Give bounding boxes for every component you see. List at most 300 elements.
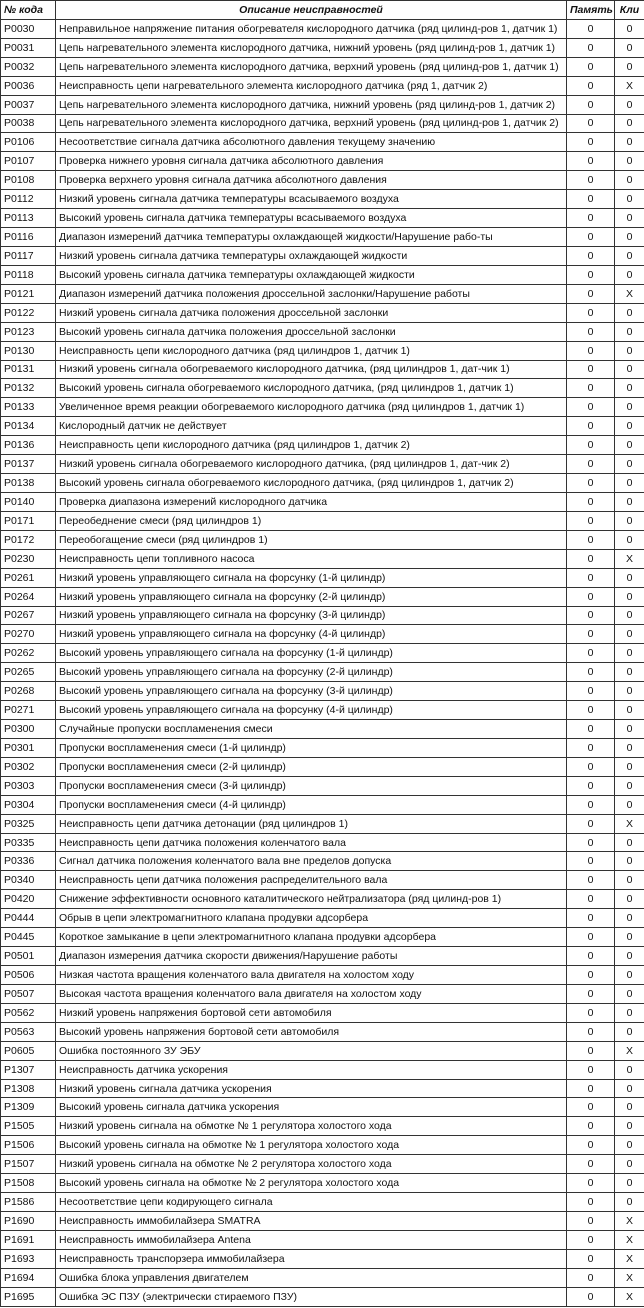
fault-code-cell: P0270	[1, 625, 56, 644]
table-row	[1, 530, 644, 549]
fault-code-cell: P0302	[1, 757, 56, 776]
table-row	[1, 1136, 644, 1155]
kl-cell: X	[615, 1268, 644, 1287]
header-kl: Кли	[615, 1, 644, 20]
memory-cell: 0	[567, 133, 615, 152]
memory-cell: 0	[567, 1117, 615, 1136]
description-cell: Высокий уровень сигнала на обмотке № 1 регулятора холостого хода	[56, 1136, 567, 1155]
description-cell: Неправильное напряжение питания обогревателя кислородного датчика (ряд цилинд-ров 1, датчик 1)	[56, 19, 567, 38]
description-cell: Неисправность цепи кислородного датчика (ряд цилиндров 1, датчик 1)	[56, 341, 567, 360]
fault-code-cell: P0335	[1, 833, 56, 852]
fault-code-cell: P0507	[1, 984, 56, 1003]
kl-cell: 0	[615, 379, 644, 398]
memory-cell: 0	[567, 890, 615, 909]
description-cell: Высокий уровень управляющего сигнала на форсунку (1-й цилиндр)	[56, 644, 567, 663]
memory-cell: 0	[567, 265, 615, 284]
memory-cell: 0	[567, 568, 615, 587]
table-row	[1, 1117, 644, 1136]
table-row	[1, 114, 644, 133]
memory-cell: 0	[567, 1174, 615, 1193]
fault-code-cell: P1307	[1, 1060, 56, 1079]
table-row	[1, 871, 644, 890]
kl-cell: X	[615, 1249, 644, 1268]
kl-cell: 0	[615, 474, 644, 493]
fault-code-cell: P0138	[1, 474, 56, 493]
kl-cell: 0	[615, 417, 644, 436]
kl-cell: 0	[615, 246, 644, 265]
memory-cell: 0	[567, 1287, 615, 1306]
description-cell: Высокий уровень управляющего сигнала на форсунку (2-й цилиндр)	[56, 663, 567, 682]
memory-cell: 0	[567, 530, 615, 549]
description-cell: Короткое замыкание в цепи электромагнитного клапана продувки адсорбера	[56, 928, 567, 947]
description-cell: Высокий уровень управляющего сигнала на форсунку (4-й цилиндр)	[56, 701, 567, 720]
fault-code-cell: P0301	[1, 738, 56, 757]
fault-code-cell: P1309	[1, 1098, 56, 1117]
kl-cell: 0	[615, 511, 644, 530]
description-cell: Пропуски воспламенения смеси (4-й цилиндр)	[56, 795, 567, 814]
fault-code-cell: P0171	[1, 511, 56, 530]
fault-code-cell: P0108	[1, 171, 56, 190]
kl-cell: 0	[615, 757, 644, 776]
kl-cell: 0	[615, 701, 644, 720]
description-cell: Низкий уровень напряжения бортовой сети автомобиля	[56, 1003, 567, 1022]
memory-cell: 0	[567, 606, 615, 625]
table-row	[1, 947, 644, 966]
table-row	[1, 1193, 644, 1212]
table-row	[1, 625, 644, 644]
fault-code-cell: P0268	[1, 682, 56, 701]
memory-cell: 0	[567, 663, 615, 682]
memory-cell: 0	[567, 852, 615, 871]
fault-code-cell: P0134	[1, 417, 56, 436]
description-cell: Неисправность цепи датчика положения коленчатого вала	[56, 833, 567, 852]
memory-cell: 0	[567, 341, 615, 360]
header-code: № кода	[1, 1, 56, 20]
fault-code-cell: P0336	[1, 852, 56, 871]
memory-cell: 0	[567, 795, 615, 814]
fault-code-cell: P0271	[1, 701, 56, 720]
description-cell: Низкий уровень управляющего сигнала на форсунку (1-й цилиндр)	[56, 568, 567, 587]
description-cell: Кислородный датчик не действует	[56, 417, 567, 436]
description-cell: Увеличенное время реакции обогреваемого кислородного датчика (ряд цилиндров 1, датчик 1)	[56, 398, 567, 417]
kl-cell: 0	[615, 57, 644, 76]
fault-code-cell: P0262	[1, 644, 56, 663]
description-cell: Неисправность иммобилайзера Antena	[56, 1230, 567, 1249]
table-row	[1, 38, 644, 57]
table-row	[1, 1230, 644, 1249]
kl-cell: 0	[615, 303, 644, 322]
fault-code-cell: P0264	[1, 587, 56, 606]
table-row	[1, 606, 644, 625]
table-row	[1, 1098, 644, 1117]
table-row	[1, 436, 644, 455]
kl-cell: 0	[615, 984, 644, 1003]
description-cell: Высокий уровень управляющего сигнала на форсунку (3-й цилиндр)	[56, 682, 567, 701]
description-cell: Неисправность цепи кислородного датчика (ряд цилиндров 1, датчик 2)	[56, 436, 567, 455]
memory-cell: 0	[567, 757, 615, 776]
description-cell: Неисправность цепи датчика положения распределительного вала	[56, 871, 567, 890]
kl-cell: 0	[615, 928, 644, 947]
fault-code-cell: P1691	[1, 1230, 56, 1249]
fault-code-cell: P0113	[1, 209, 56, 228]
table-row	[1, 303, 644, 322]
description-cell: Проверка диапазона измерений кислородного датчика	[56, 492, 567, 511]
fault-code-cell: P0563	[1, 1022, 56, 1041]
memory-cell: 0	[567, 379, 615, 398]
fault-code-cell: P1693	[1, 1249, 56, 1268]
table-row	[1, 1155, 644, 1174]
kl-cell: 0	[615, 322, 644, 341]
fault-code-cell: P0303	[1, 776, 56, 795]
memory-cell: 0	[567, 909, 615, 928]
memory-cell: 0	[567, 833, 615, 852]
memory-cell: 0	[567, 1155, 615, 1174]
description-cell: Снижение эффективности основного каталитического нейтрализатора (ряд цилинд-ров 1)	[56, 890, 567, 909]
memory-cell: 0	[567, 360, 615, 379]
table-row	[1, 265, 644, 284]
memory-cell: 0	[567, 303, 615, 322]
description-cell: Высокий уровень сигнала датчика положения дроссельной заслонки	[56, 322, 567, 341]
table-row	[1, 341, 644, 360]
description-cell: Высокий уровень сигнала датчика температуры охлаждающей жидкости	[56, 265, 567, 284]
fault-code-cell: P0420	[1, 890, 56, 909]
table-row	[1, 152, 644, 171]
memory-cell: 0	[567, 947, 615, 966]
description-cell: Высокий уровень сигнала на обмотке № 2 регулятора холостого хода	[56, 1174, 567, 1193]
fault-code-cell: P1506	[1, 1136, 56, 1155]
description-cell: Проверка нижнего уровня сигнала датчика абсолютного давления	[56, 152, 567, 171]
table-row	[1, 833, 644, 852]
table-row	[1, 474, 644, 493]
kl-cell: 0	[615, 1003, 644, 1022]
description-cell: Низкий уровень управляющего сигнала на форсунку (4-й цилиндр)	[56, 625, 567, 644]
kl-cell: 0	[615, 947, 644, 966]
description-cell: Ошибка ЭС ПЗУ (электрически стираемого ПЗУ)	[56, 1287, 567, 1306]
table-row	[1, 1022, 644, 1041]
description-cell: Ошибка постоянного ЗУ ЭБУ	[56, 1041, 567, 1060]
fault-code-cell: P1508	[1, 1174, 56, 1193]
kl-cell: 0	[615, 1022, 644, 1041]
description-cell: Пропуски воспламенения смеси (3-й цилиндр)	[56, 776, 567, 795]
description-cell: Несоответствие цепи кодирующего сигнала	[56, 1193, 567, 1212]
fault-code-cell: P1694	[1, 1268, 56, 1287]
kl-cell: 0	[615, 606, 644, 625]
memory-cell: 0	[567, 1022, 615, 1041]
memory-cell: 0	[567, 1193, 615, 1212]
fault-code-cell: P1586	[1, 1193, 56, 1212]
description-cell: Неисправность датчика ускорения	[56, 1060, 567, 1079]
memory-cell: 0	[567, 171, 615, 190]
table-row	[1, 1174, 644, 1193]
memory-cell: 0	[567, 1098, 615, 1117]
description-cell: Несоответствие сигнала датчика абсолютного давления текущему значению	[56, 133, 567, 152]
fault-code-cell: P0140	[1, 492, 56, 511]
fault-code-cell: P0116	[1, 228, 56, 247]
table-row	[1, 757, 644, 776]
table-row	[1, 549, 644, 568]
memory-cell: 0	[567, 928, 615, 947]
kl-cell: 0	[615, 776, 644, 795]
fault-code-cell: P1695	[1, 1287, 56, 1306]
memory-cell: 0	[567, 190, 615, 209]
description-cell: Диапазон измерения датчика скорости движения/Нарушение работы	[56, 947, 567, 966]
kl-cell: X	[615, 1212, 644, 1231]
table-row	[1, 19, 644, 38]
kl-cell: 0	[615, 152, 644, 171]
memory-cell: 0	[567, 738, 615, 757]
description-cell: Высокий уровень сигнала обогреваемого кислородного датчика, (ряд цилиндров 1, датчик 2)	[56, 474, 567, 493]
table-row	[1, 284, 644, 303]
fault-code-cell: P0032	[1, 57, 56, 76]
memory-cell: 0	[567, 549, 615, 568]
description-cell: Ошибка блока управления двигателем	[56, 1268, 567, 1287]
kl-cell: 0	[615, 720, 644, 739]
description-cell: Проверка верхнего уровня сигнала датчика абсолютного давления	[56, 171, 567, 190]
table-row	[1, 568, 644, 587]
description-cell: Обрыв в цепи электромагнитного клапана продувки адсорбера	[56, 909, 567, 928]
fault-code-cell: P0172	[1, 530, 56, 549]
memory-cell: 0	[567, 720, 615, 739]
fault-code-cell: P0325	[1, 814, 56, 833]
fault-code-cell: P0117	[1, 246, 56, 265]
kl-cell: X	[615, 549, 644, 568]
table-row	[1, 209, 644, 228]
table-row	[1, 57, 644, 76]
kl-cell: 0	[615, 738, 644, 757]
table-row	[1, 76, 644, 95]
memory-cell: 0	[567, 966, 615, 985]
memory-cell: 0	[567, 95, 615, 114]
description-cell: Низкий уровень сигнала датчика ускорения	[56, 1079, 567, 1098]
header-description: Описание неисправностей	[56, 1, 567, 20]
table-row	[1, 133, 644, 152]
table-row	[1, 1268, 644, 1287]
memory-cell: 0	[567, 246, 615, 265]
memory-cell: 0	[567, 417, 615, 436]
kl-cell: 0	[615, 398, 644, 417]
kl-cell: 0	[615, 455, 644, 474]
fault-code-cell: P0506	[1, 966, 56, 985]
fault-code-cell: P0501	[1, 947, 56, 966]
fault-code-cell: P0118	[1, 265, 56, 284]
memory-cell: 0	[567, 284, 615, 303]
description-cell: Переобогащение смеси (ряд цилиндров 1)	[56, 530, 567, 549]
table-row	[1, 663, 644, 682]
fault-code-cell: P0444	[1, 909, 56, 928]
fault-code-cell: P0304	[1, 795, 56, 814]
description-cell: Высокий уровень сигнала обогреваемого кислородного датчика, (ряд цилиндров 1, датчик 1)	[56, 379, 567, 398]
memory-cell: 0	[567, 511, 615, 530]
table-row	[1, 322, 644, 341]
header-memory: Память	[567, 1, 615, 20]
memory-cell: 0	[567, 1268, 615, 1287]
description-cell: Низкий уровень сигнала датчика температуры охлаждающей жидкости	[56, 246, 567, 265]
table-row	[1, 795, 644, 814]
memory-cell: 0	[567, 1041, 615, 1060]
fault-code-cell: P0037	[1, 95, 56, 114]
kl-cell: 0	[615, 966, 644, 985]
table-body	[1, 19, 644, 1306]
table-row	[1, 1079, 644, 1098]
kl-cell: X	[615, 1041, 644, 1060]
table-row	[1, 417, 644, 436]
fault-code-cell: P0265	[1, 663, 56, 682]
memory-cell: 0	[567, 114, 615, 133]
fault-code-cell: P1690	[1, 1212, 56, 1231]
memory-cell: 0	[567, 436, 615, 455]
table-row	[1, 95, 644, 114]
fault-code-cell: P0031	[1, 38, 56, 57]
kl-cell: 0	[615, 587, 644, 606]
description-cell: Неисправность иммобилайзера SMATRA	[56, 1212, 567, 1231]
memory-cell: 0	[567, 776, 615, 795]
fault-code-cell: P0340	[1, 871, 56, 890]
description-cell: Низкий уровень сигнала обогреваемого кислородного датчика, (ряд цилиндров 1, дат-чик 1)	[56, 360, 567, 379]
description-cell: Пропуски воспламенения смеси (1-й цилиндр)	[56, 738, 567, 757]
kl-cell: 0	[615, 1079, 644, 1098]
fault-code-cell: P0136	[1, 436, 56, 455]
description-cell: Переобеднение смеси (ряд цилиндров 1)	[56, 511, 567, 530]
table-row	[1, 776, 644, 795]
memory-cell: 0	[567, 1003, 615, 1022]
kl-cell: 0	[615, 19, 644, 38]
fault-code-cell: P0121	[1, 284, 56, 303]
header-row	[1, 1, 644, 20]
table-row	[1, 171, 644, 190]
memory-cell: 0	[567, 209, 615, 228]
fault-code-cell: P0230	[1, 549, 56, 568]
memory-cell: 0	[567, 644, 615, 663]
table-row	[1, 1041, 644, 1060]
kl-cell: 0	[615, 190, 644, 209]
fault-code-cell: P0261	[1, 568, 56, 587]
kl-cell: 0	[615, 95, 644, 114]
memory-cell: 0	[567, 587, 615, 606]
description-cell: Низкий уровень сигнала датчика положения дроссельной заслонки	[56, 303, 567, 322]
description-cell: Неисправность цепи датчика детонации (ряд цилиндров 1)	[56, 814, 567, 833]
description-cell: Низкий уровень сигнала датчика температуры всасываемого воздуха	[56, 190, 567, 209]
memory-cell: 0	[567, 398, 615, 417]
table-row	[1, 966, 644, 985]
description-cell: Сигнал датчика положения коленчатого вала вне пределов допуска	[56, 852, 567, 871]
table-row	[1, 909, 644, 928]
fault-code-cell: P0036	[1, 76, 56, 95]
memory-cell: 0	[567, 1212, 615, 1231]
description-cell: Низкий уровень управляющего сигнала на форсунку (3-й цилиндр)	[56, 606, 567, 625]
kl-cell: X	[615, 1287, 644, 1306]
table-row	[1, 1060, 644, 1079]
description-cell: Низкая частота вращения коленчатого вала двигателя на холостом ходу	[56, 966, 567, 985]
memory-cell: 0	[567, 228, 615, 247]
memory-cell: 0	[567, 984, 615, 1003]
description-cell: Низкий уровень сигнала на обмотке № 1 регулятора холостого хода	[56, 1117, 567, 1136]
kl-cell: 0	[615, 492, 644, 511]
table-row	[1, 398, 644, 417]
fault-code-cell: P0137	[1, 455, 56, 474]
table-row	[1, 644, 644, 663]
memory-cell: 0	[567, 871, 615, 890]
description-cell: Высокая частота вращения коленчатого вала двигателя на холостом ходу	[56, 984, 567, 1003]
kl-cell: 0	[615, 909, 644, 928]
memory-cell: 0	[567, 1079, 615, 1098]
table-row	[1, 682, 644, 701]
description-cell: Низкий уровень сигнала обогреваемого кислородного датчика, (ряд цилиндров 1, дат-чик 2)	[56, 455, 567, 474]
table-row	[1, 360, 644, 379]
kl-cell: 0	[615, 114, 644, 133]
memory-cell: 0	[567, 1136, 615, 1155]
table-row	[1, 720, 644, 739]
table-row	[1, 890, 644, 909]
kl-cell: 0	[615, 1136, 644, 1155]
kl-cell: 0	[615, 341, 644, 360]
kl-cell: 0	[615, 852, 644, 871]
fault-code-cell: P1308	[1, 1079, 56, 1098]
fault-code-cell: P0030	[1, 19, 56, 38]
fault-code-cell: P0267	[1, 606, 56, 625]
memory-cell: 0	[567, 492, 615, 511]
table-row	[1, 928, 644, 947]
fault-code-cell: P0130	[1, 341, 56, 360]
memory-cell: 0	[567, 38, 615, 57]
table-row	[1, 492, 644, 511]
fault-code-cell: P0562	[1, 1003, 56, 1022]
fault-code-cell: P0112	[1, 190, 56, 209]
fault-code-cell: P0038	[1, 114, 56, 133]
fault-code-cell: P0123	[1, 322, 56, 341]
kl-cell: X	[615, 284, 644, 303]
table-row	[1, 984, 644, 1003]
kl-cell: 0	[615, 568, 644, 587]
table-row	[1, 738, 644, 757]
fault-code-cell: P0300	[1, 720, 56, 739]
fault-code-cell: P0132	[1, 379, 56, 398]
kl-cell: 0	[615, 1060, 644, 1079]
memory-cell: 0	[567, 682, 615, 701]
table-row	[1, 455, 644, 474]
memory-cell: 0	[567, 474, 615, 493]
kl-cell: X	[615, 1230, 644, 1249]
kl-cell: 0	[615, 265, 644, 284]
memory-cell: 0	[567, 701, 615, 720]
description-cell: Высокий уровень сигнала датчика ускорения	[56, 1098, 567, 1117]
description-cell: Пропуски воспламенения смеси (2-й цилиндр)	[56, 757, 567, 776]
fault-code-cell: P0122	[1, 303, 56, 322]
table-row	[1, 1249, 644, 1268]
fault-code-cell: P0107	[1, 152, 56, 171]
kl-cell: 0	[615, 133, 644, 152]
kl-cell: 0	[615, 360, 644, 379]
fault-code-cell: P0131	[1, 360, 56, 379]
description-cell: Цепь нагревательного элемента кислородного датчика, верхний уровень (ряд цилинд-ров 1, датчик 1)	[56, 57, 567, 76]
description-cell: Неисправность транспорзера иммобилайзера	[56, 1249, 567, 1268]
description-cell: Цепь нагревательного элемента кислородного датчика, нижний уровень (ряд цилинд-ров 1, датчик 2)	[56, 95, 567, 114]
memory-cell: 0	[567, 1249, 615, 1268]
description-cell: Диапазон измерений датчика положения дроссельной заслонки/Нарушение работы	[56, 284, 567, 303]
table-row	[1, 511, 644, 530]
kl-cell: 0	[615, 436, 644, 455]
description-cell: Низкий уровень управляющего сигнала на форсунку (2-й цилиндр)	[56, 587, 567, 606]
kl-cell: 0	[615, 38, 644, 57]
memory-cell: 0	[567, 152, 615, 171]
kl-cell: 0	[615, 209, 644, 228]
table-row	[1, 1287, 644, 1306]
fault-code-cell: P0133	[1, 398, 56, 417]
description-cell: Неисправность цепи топливного насоса	[56, 549, 567, 568]
kl-cell: 0	[615, 1174, 644, 1193]
description-cell: Неисправность цепи нагревательного элемента кислородного датчика (ряд 1, датчик 2)	[56, 76, 567, 95]
memory-cell: 0	[567, 625, 615, 644]
memory-cell: 0	[567, 57, 615, 76]
